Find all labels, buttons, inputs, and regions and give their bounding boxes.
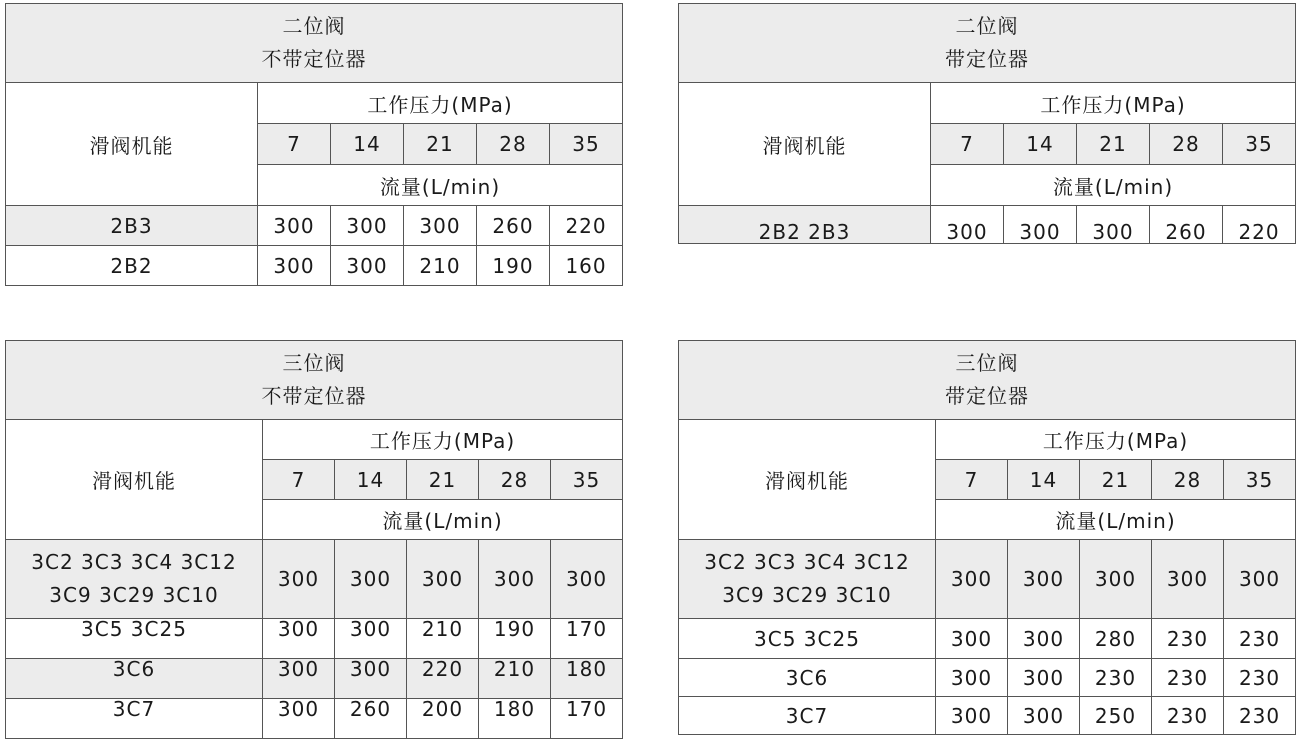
flow-value: 300 [1080, 540, 1152, 619]
flow-value: 230 [1080, 659, 1152, 697]
flow-value: 260 [1150, 206, 1223, 244]
pressure-value: 7 [263, 460, 335, 500]
table-three-position-with-positioner [678, 340, 1296, 735]
table-title [679, 4, 1296, 83]
flow-value: 300 [263, 699, 335, 739]
flow-value: 300 [1077, 206, 1150, 244]
flow-value: 300 [258, 246, 331, 286]
pressure-value: 14 [1004, 124, 1077, 165]
table-row [679, 540, 1296, 619]
title-line-1: 二位阀 [955, 14, 1019, 38]
function-header: 滑阀机能 [6, 420, 263, 540]
flow-value: 180 [551, 659, 623, 699]
function-header: 滑阀机能 [6, 83, 258, 206]
flow-value: 160 [550, 246, 623, 286]
flow-value: 300 [263, 619, 335, 659]
pressure-value: 28 [477, 124, 550, 165]
row-function-line-1: 3C2 3C3 3C4 3C12 [704, 550, 910, 574]
flow-value: 190 [477, 246, 550, 286]
title-line-1: 二位阀 [282, 14, 346, 38]
flow-value: 300 [331, 246, 404, 286]
row-function [679, 540, 936, 619]
pressure-value: 7 [258, 124, 331, 165]
title-line-2: 不带定位器 [261, 47, 367, 71]
row-function: 3C7 [679, 697, 936, 735]
table-row [6, 619, 623, 659]
row-function [6, 540, 263, 619]
table-row [679, 619, 1296, 659]
flow-value: 210 [404, 246, 477, 286]
row-function: 3C7 [6, 699, 263, 739]
table-three-position-no-positioner [5, 340, 623, 739]
flow-value: 300 [1008, 619, 1080, 659]
pressure-value: 21 [1077, 124, 1150, 165]
pressure-header: 工作压力(MPa) [263, 420, 623, 460]
pressure-value: 21 [1080, 460, 1152, 500]
table-row [6, 540, 623, 619]
table-row [6, 659, 623, 699]
flow-value: 220 [1223, 206, 1296, 244]
flow-value: 170 [551, 619, 623, 659]
table-row [679, 659, 1296, 697]
pressure-header: 工作压力(MPa) [936, 420, 1296, 460]
flow-value: 210 [479, 659, 551, 699]
flow-value: 300 [1008, 697, 1080, 735]
flow-header: 流量(L/min) [263, 500, 623, 540]
flow-value: 170 [551, 699, 623, 739]
flow-value: 300 [1224, 540, 1296, 619]
pressure-value: 14 [331, 124, 404, 165]
table-row [6, 699, 623, 739]
flow-value: 180 [479, 699, 551, 739]
flow-value: 230 [1224, 619, 1296, 659]
title-line-2: 带定位器 [945, 47, 1030, 71]
flow-value: 250 [1080, 697, 1152, 735]
pressure-value: 35 [1223, 124, 1296, 165]
flow-value: 300 [335, 659, 407, 699]
pressure-value: 7 [936, 460, 1008, 500]
title-line-2: 带定位器 [945, 384, 1030, 408]
flow-value: 300 [479, 540, 551, 619]
row-function: 2B2 [6, 246, 258, 286]
title-line-1: 三位阀 [282, 351, 346, 375]
row-function-line-2: 3C9 3C29 3C10 [49, 583, 219, 607]
flow-value: 260 [477, 206, 550, 246]
flow-value: 300 [404, 206, 477, 246]
flow-value: 280 [1080, 619, 1152, 659]
pressure-value: 21 [407, 460, 479, 500]
table-row [6, 206, 623, 246]
flow-value: 300 [335, 540, 407, 619]
table-row [679, 697, 1296, 735]
table-row [679, 206, 1296, 244]
pressure-value: 28 [1150, 124, 1223, 165]
table-title [679, 341, 1296, 420]
flow-header: 流量(L/min) [931, 165, 1296, 206]
pressure-value: 28 [1152, 460, 1224, 500]
flow-value: 300 [258, 206, 331, 246]
flow-value: 220 [407, 659, 479, 699]
flow-value: 210 [407, 619, 479, 659]
flow-value: 300 [1008, 659, 1080, 697]
pressure-value: 14 [335, 460, 407, 500]
flow-value: 300 [551, 540, 623, 619]
flow-value: 200 [407, 699, 479, 739]
flow-value: 300 [1008, 540, 1080, 619]
flow-header: 流量(L/min) [936, 500, 1296, 540]
flow-value: 260 [335, 699, 407, 739]
pressure-value: 21 [404, 124, 477, 165]
row-function: 3C5 3C25 [679, 619, 936, 659]
pressure-value: 7 [931, 124, 1004, 165]
pressure-header: 工作压力(MPa) [258, 83, 623, 124]
row-function: 2B2 2B3 [679, 206, 931, 244]
row-function: 3C6 [6, 659, 263, 699]
table-two-position-no-positioner [5, 3, 623, 286]
flow-value: 230 [1224, 659, 1296, 697]
flow-value: 300 [936, 619, 1008, 659]
title-line-1: 三位阀 [955, 351, 1019, 375]
flow-value: 230 [1224, 697, 1296, 735]
function-header: 滑阀机能 [679, 420, 936, 540]
flow-value: 230 [1152, 659, 1224, 697]
pressure-header: 工作压力(MPa) [931, 83, 1296, 124]
flow-value: 230 [1152, 619, 1224, 659]
table-row [6, 246, 623, 286]
flow-value: 300 [263, 540, 335, 619]
flow-value: 230 [1152, 697, 1224, 735]
row-function: 3C5 3C25 [6, 619, 263, 659]
flow-value: 300 [263, 659, 335, 699]
flow-value: 300 [931, 206, 1004, 244]
flow-value: 300 [331, 206, 404, 246]
pressure-value: 35 [551, 460, 623, 500]
table-title [6, 341, 623, 420]
table-two-position-with-positioner [678, 3, 1296, 244]
table-title [6, 4, 623, 83]
row-function-line-1: 3C2 3C3 3C4 3C12 [31, 550, 237, 574]
flow-value: 220 [550, 206, 623, 246]
title-line-2: 不带定位器 [261, 384, 367, 408]
pressure-value: 35 [1224, 460, 1296, 500]
flow-value: 300 [407, 540, 479, 619]
pressure-value: 28 [479, 460, 551, 500]
pressure-value: 35 [550, 124, 623, 165]
flow-header: 流量(L/min) [258, 165, 623, 206]
function-header: 滑阀机能 [679, 83, 931, 206]
flow-value: 300 [1152, 540, 1224, 619]
flow-value: 300 [936, 540, 1008, 619]
flow-value: 300 [335, 619, 407, 659]
flow-value: 190 [479, 619, 551, 659]
row-function: 3C6 [679, 659, 936, 697]
pressure-value: 14 [1008, 460, 1080, 500]
row-function-line-2: 3C9 3C29 3C10 [722, 583, 892, 607]
flow-value: 300 [936, 697, 1008, 735]
flow-value: 300 [936, 659, 1008, 697]
row-function: 2B3 [6, 206, 258, 246]
flow-value: 300 [1004, 206, 1077, 244]
